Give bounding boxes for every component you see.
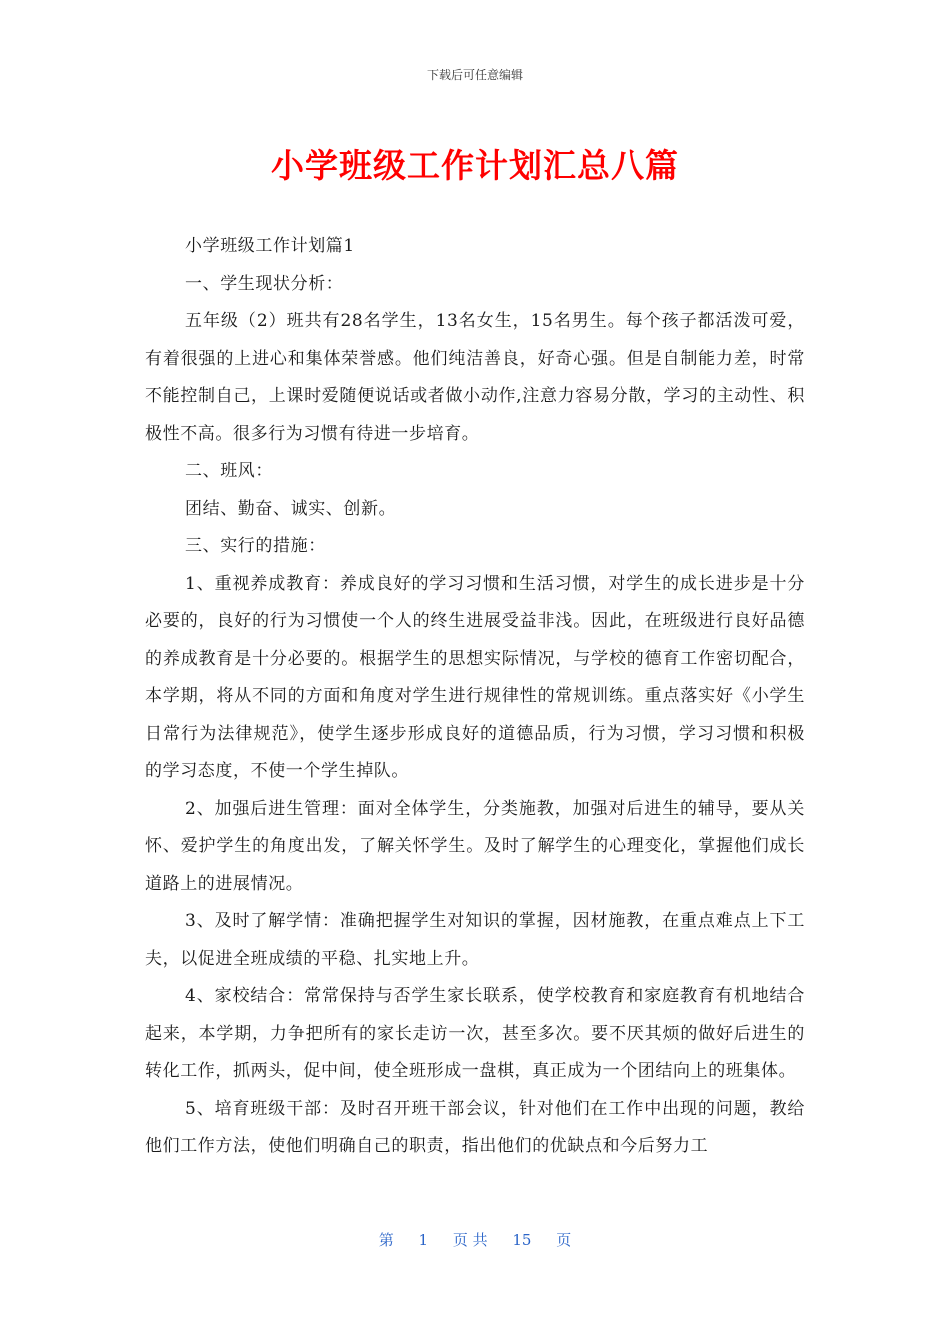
current-page-number: 1 [418,1231,429,1249]
body-paragraph: 1、重视养成教育：养成良好的学习习惯和生活习惯，对学生的成长进步是十分必要的，良好的行为习惯使一个人的终生进展受益非浅。因此，在班级进行良好品德的养成教育是十分必要的。根据学生的思想实际情况，与学校的德育工作密切配合，本学期，将从不同的方面和角度对学生进行规律性的常规训练。重点落实好《小学生日常行为法律规范》，使学生逐步形成良好的道德品质，行为习惯，学习习惯和积极的学习态度，不使一个学生掉队。 [145,573,805,781]
subsection-heading: 二、班风： [185,461,273,481]
footer-prefix: 第 [378,1231,394,1249]
section-heading: 小学班级工作计划篇1 [185,236,355,256]
footer-suffix: 页 [556,1231,572,1249]
body-paragraph: 五年级（2）班共有28名学生，13名女生，15名男生。每个孩子都活泼可爱，有着很强的上进心和集体荣誉感。他们纯洁善良，好奇心强。但是自制能力差，时常不能控制自己，上课时爱随便说话或者做小动作,注意力容易分散，学习的主动性、积极性不高。很多行为习惯有待进一步培育。 [145,311,805,444]
body-paragraph: 2、加强后进生管理：面对全体学生，分类施教，加强对后进生的辅导，要从关怀、爱护学生的角度出发，了解关怀学生。及时了解学生的心理变化，掌握他们成长道路上的进展情况。 [145,798,805,894]
body-paragraph: 团结、勤奋、诚实、创新。 [185,498,397,519]
body-paragraph: 4、家校结合：常常保持与否学生家长联系，使学校教育和家庭教育有机地结合起来，本学期，力争把所有的家长走访一次，甚至多次。要不厌其烦的做好后进生的转化工作，抓两头，促中间，使全班形成一盘棋，真正成为一个团结向上的班集体。 [145,986,805,1081]
document-title: 小学班级工作计划汇总八篇 [271,146,679,185]
footer-middle: 页 共 [452,1231,488,1249]
body-paragraph: 3、及时了解学情：准确把握学生对知识的掌握，因材施教，在重点难点上下工夫，以促进全班成绩的平稳、扎实地上升。 [145,911,805,969]
page-footer [0,1229,950,1250]
header-note: 下载后可任意编辑 [426,68,523,82]
subsection-heading: 一、学生现状分析： [185,273,344,294]
body-paragraph: 5、培育班级干部：及时召开班干部会议，针对他们在工作中出现的问题，教给他们工作方法，使他们明确自己的职责，指出他们的优缺点和今后努力工 [145,1098,805,1156]
subsection-heading: 三、实行的措施： [185,536,326,556]
total-page-count: 15 [512,1231,532,1249]
document-body [145,228,805,1166]
